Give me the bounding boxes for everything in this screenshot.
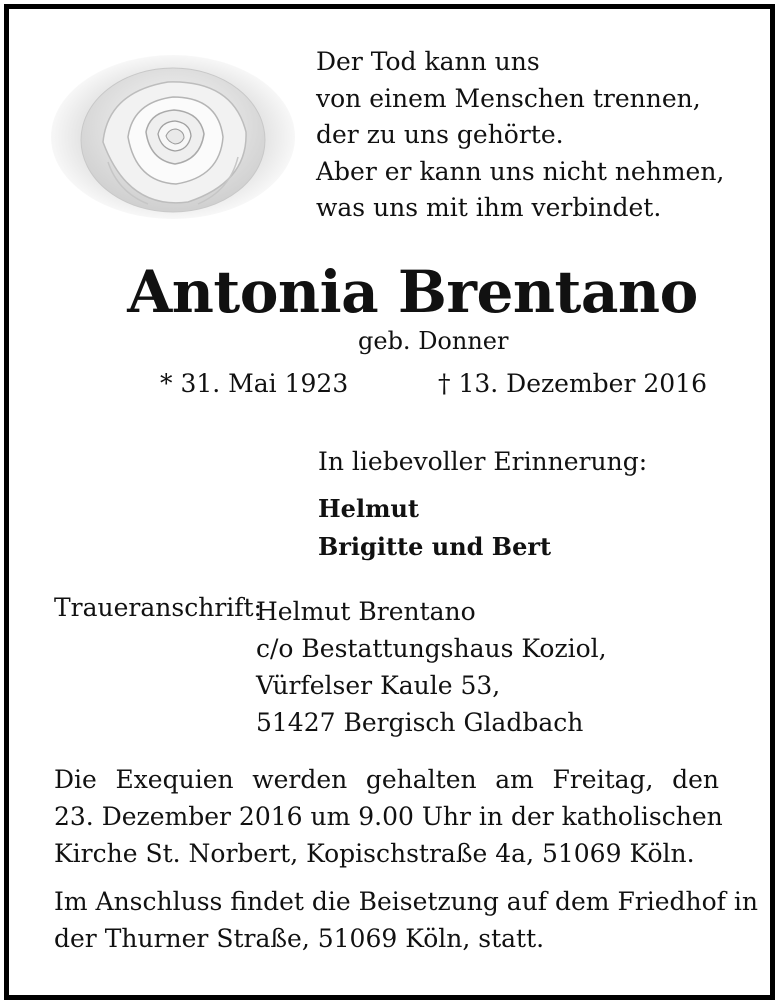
service-paragraph xyxy=(54,761,723,872)
address-line: Vürfelser Kaule 53, xyxy=(256,671,501,700)
remembrance-intro: In liebevoller Erinnerung: xyxy=(318,447,648,476)
burial-line: Im Anschluss findet die Beisetzung auf dem Friedhof in xyxy=(54,887,758,916)
mourners-list xyxy=(318,490,551,566)
burial-line: der Thurner Straße, 51069 Köln, statt. xyxy=(54,924,545,953)
maiden-name: geb. Donner xyxy=(358,327,509,355)
mourning-address xyxy=(256,593,607,741)
service-line: Die Exequien werden gehalten am Freitag, den xyxy=(54,765,719,794)
poem-line: von einem Menschen trennen, xyxy=(316,83,701,113)
burial-paragraph xyxy=(54,883,758,957)
poem-line: was uns mit ihm verbindet. xyxy=(316,193,662,222)
birth-date: * 31. Mai 1923 xyxy=(160,369,349,398)
poem-line: Aber er kann uns nicht nehmen, xyxy=(316,156,725,186)
poem-line: der zu uns gehörte. xyxy=(316,120,564,149)
address-line: 51427 Bergisch Gladbach xyxy=(256,708,584,737)
address-line: c/o Bestattungshaus Koziol, xyxy=(256,634,607,663)
service-line: Kirche St. Norbert, Kopischstraße 4a, 51069 Köln. xyxy=(54,839,695,868)
mourner-name: Brigitte und Bert xyxy=(318,532,552,561)
poem xyxy=(316,44,724,227)
mourning-address-label: Traueranschrift: xyxy=(54,593,262,622)
address-line: Helmut Brentano xyxy=(256,597,476,626)
deceased-name: Antonia Brentano xyxy=(127,258,698,326)
mourner-name: Helmut xyxy=(318,494,419,523)
poem-line: Der Tod kann uns xyxy=(316,47,540,76)
rose-image xyxy=(48,52,298,222)
service-line: 23. Dezember 2016 um 9.00 Uhr in der katholischen xyxy=(54,802,723,831)
death-date: † 13. Dezember 2016 xyxy=(438,369,707,398)
